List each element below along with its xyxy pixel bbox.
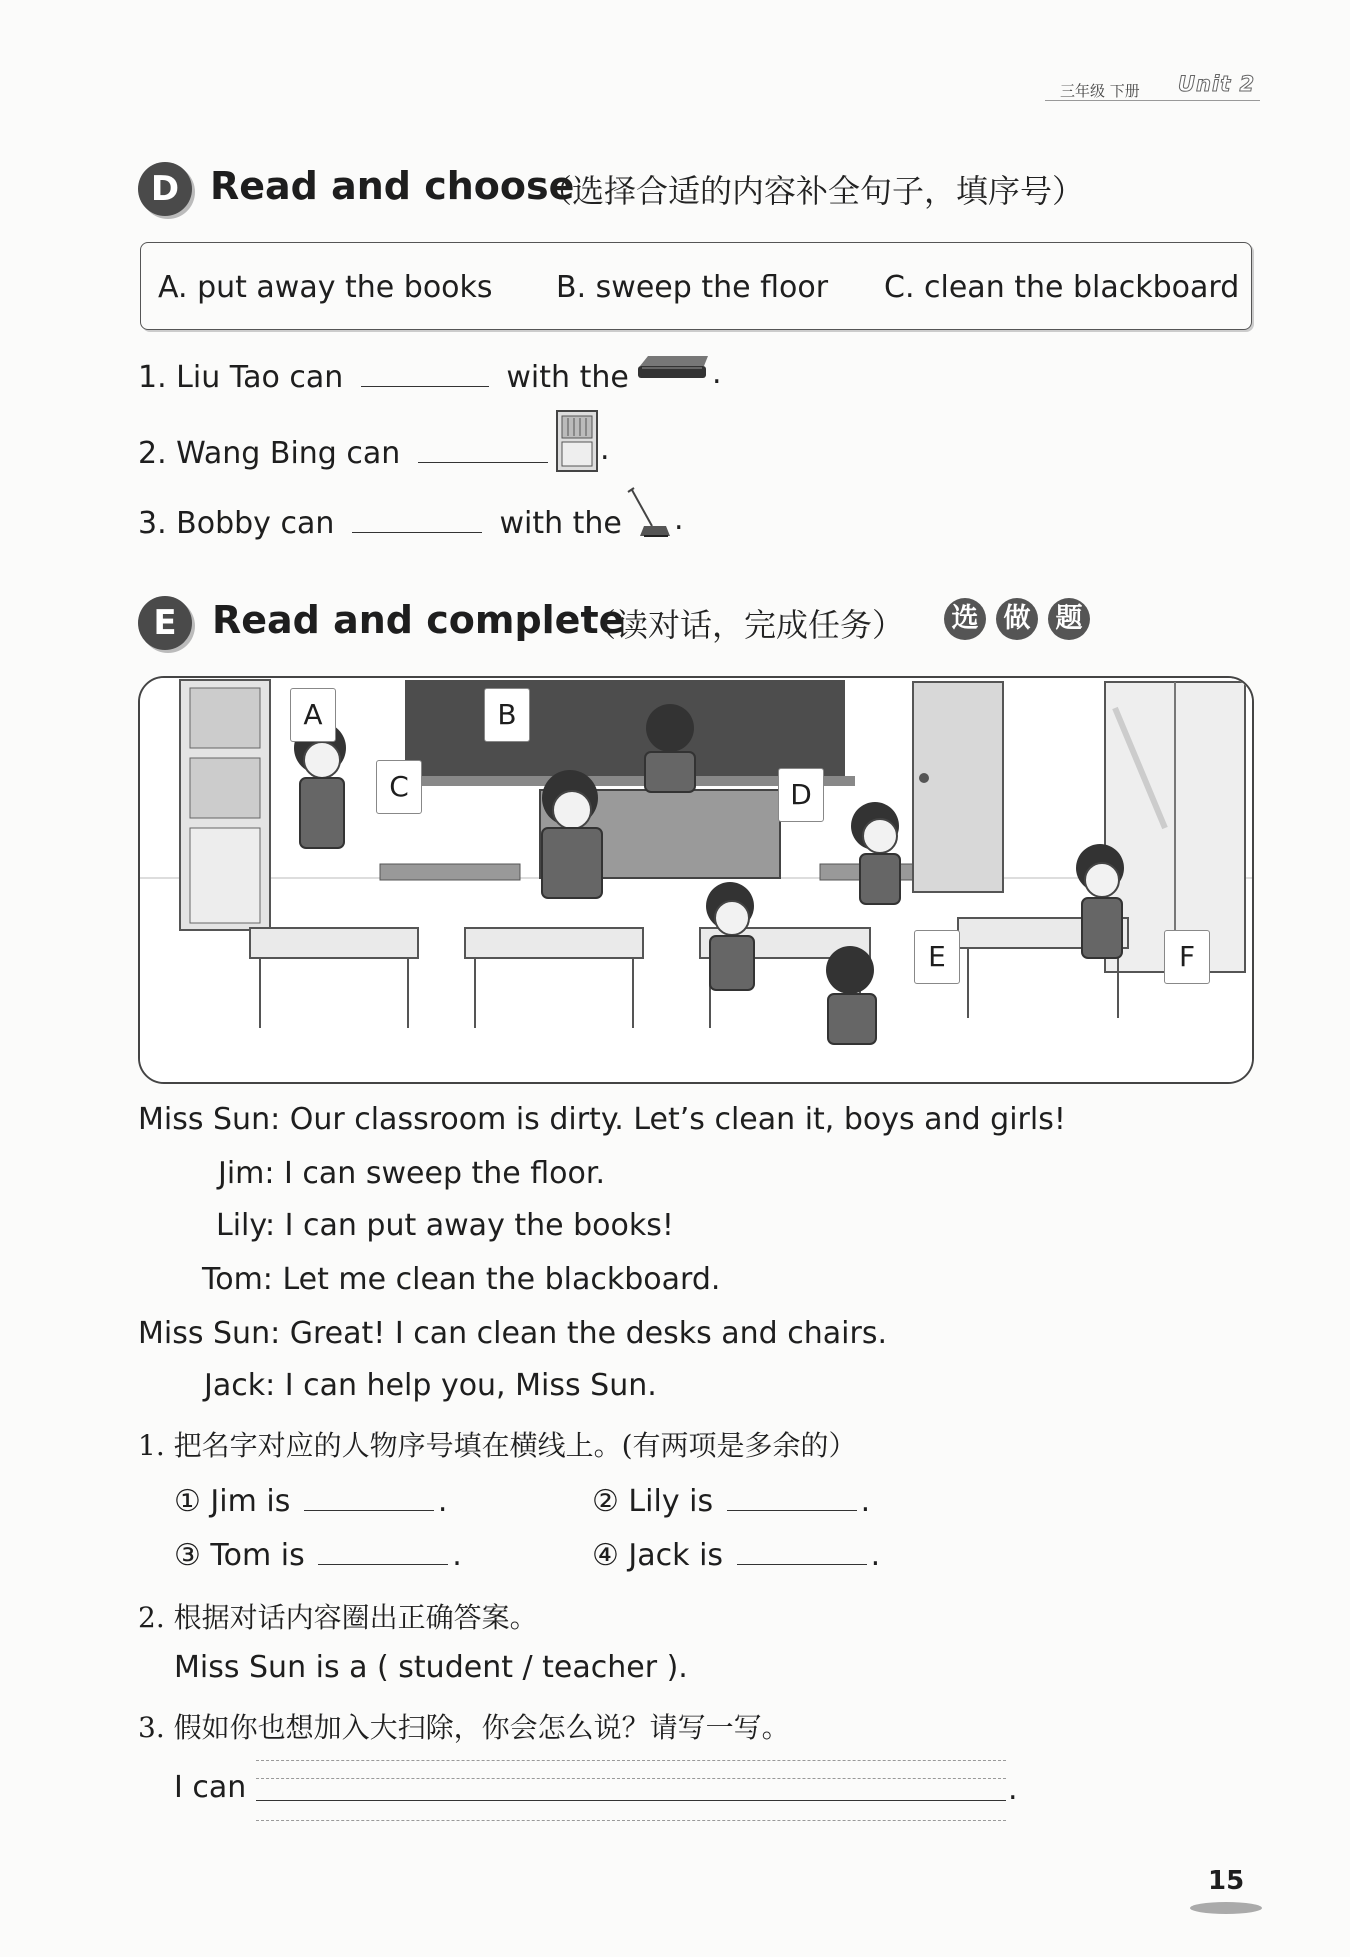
scene-label-b: B	[484, 688, 530, 742]
section-e-badge: E	[138, 596, 192, 650]
task-1-prompt: 1. 把名字对应的人物序号填在横线上。(有两项是多余的）	[138, 1429, 857, 1462]
dialogue-line-2: Jim: I can sweep the floor.	[218, 1156, 606, 1191]
answer-blank-3[interactable]	[352, 502, 482, 533]
task-1-end-1: .	[437, 1484, 448, 1519]
question-3	[138, 502, 622, 541]
broom-icon	[622, 486, 674, 542]
section-e-title: Read and complete	[212, 598, 625, 642]
scene-label-e: E	[914, 930, 960, 984]
task-1-item-2	[592, 1480, 870, 1519]
question-2-end: .	[600, 432, 610, 467]
eraser-icon	[634, 348, 712, 384]
task-3-prompt: 3. 假如你也想加入大扫除，你会怎么说？请写一写。	[138, 1711, 790, 1744]
question-1-end: .	[712, 356, 722, 391]
task-1-blank-4[interactable]	[737, 1534, 867, 1565]
dialogue-line-6: Jack: I can help you, Miss Sun.	[204, 1368, 657, 1403]
task-1-item-3-label: ③ Tom is	[174, 1538, 305, 1573]
writing-guide-bottom	[256, 1820, 1006, 1821]
page-number: 15	[1208, 1866, 1245, 1896]
task-1-item-4-label: ④ Jack is	[592, 1538, 724, 1573]
task-1-item-1-label: ① Jim is	[174, 1484, 291, 1519]
dialogue-line-3: Lily: I can put away the books!	[216, 1208, 674, 1243]
scene-label-a: A	[290, 688, 336, 742]
task-1-item-3	[174, 1534, 462, 1573]
optional-badge-1: 选	[944, 598, 986, 640]
question-3-text: 3. Bobby can	[138, 506, 335, 541]
task-3-answer-line[interactable]	[256, 1800, 1006, 1801]
question-3-after: with the	[499, 506, 622, 541]
bookcase-icon	[554, 408, 600, 474]
question-1	[138, 356, 629, 395]
task-1-item-2-label: ② Lily is	[592, 1484, 714, 1519]
task-1-blank-2[interactable]	[727, 1480, 857, 1511]
page-number-swoosh	[1190, 1902, 1262, 1914]
task-3-start: I can	[174, 1770, 247, 1805]
task-1-blank-1[interactable]	[304, 1480, 434, 1511]
question-2	[138, 432, 556, 471]
section-d-subtitle: （选择合适的内容补全句子，填序号）	[540, 172, 1085, 210]
question-1-text: 1. Liu Tao can	[138, 360, 344, 395]
writing-guide-top	[256, 1760, 1006, 1761]
task-1-item-1	[174, 1480, 447, 1519]
dialogue-line-1: Miss Sun: Our classroom is dirty. Let’s clean it, boys and girls!	[138, 1102, 1066, 1137]
classroom-illustration	[138, 676, 1254, 1084]
question-1-after: with the	[506, 360, 629, 395]
question-3-end: .	[674, 502, 684, 537]
scene-label-f: F	[1164, 930, 1210, 984]
scene-label-c: C	[376, 760, 422, 814]
task-1-item-4	[592, 1534, 880, 1573]
section-e-subtitle: （读对话，完成任务）	[584, 606, 905, 644]
task-1-end-3: .	[452, 1538, 462, 1573]
unit-badge: Unit 2	[1178, 72, 1256, 96]
grade-label: 三年级 下册	[1060, 82, 1140, 100]
task-2-prompt: 2. 根据对话内容圈出正确答案。	[138, 1601, 538, 1634]
optional-badge-3: 题	[1048, 598, 1090, 640]
answer-blank-1[interactable]	[361, 356, 489, 387]
task-1-end-2: .	[860, 1484, 871, 1519]
header-rule	[1045, 100, 1260, 101]
option-b: B. sweep the floor	[556, 270, 829, 305]
scene-label-d: D	[778, 768, 824, 822]
answer-blank-2[interactable]	[418, 432, 548, 463]
task-3-end: .	[1008, 1772, 1018, 1807]
task-1-blank-3[interactable]	[318, 1534, 448, 1565]
section-d-badge: D	[138, 162, 192, 216]
option-c: C. clean the blackboard	[884, 270, 1240, 305]
optional-badge-2: 做	[996, 598, 1038, 640]
task-1-end-4: .	[870, 1538, 881, 1573]
dialogue-line-4: Tom: Let me clean the blackboard.	[202, 1262, 721, 1297]
task-2-sentence: Miss Sun is a ( student / teacher ).	[174, 1650, 688, 1685]
section-d-title: Read and choose	[210, 164, 575, 208]
question-2-text: 2. Wang Bing can	[138, 436, 401, 471]
option-a: A. put away the books	[158, 270, 493, 305]
writing-guide-mid	[256, 1778, 1006, 1779]
dialogue-line-5: Miss Sun: Great! I can clean the desks and chairs.	[138, 1316, 887, 1351]
